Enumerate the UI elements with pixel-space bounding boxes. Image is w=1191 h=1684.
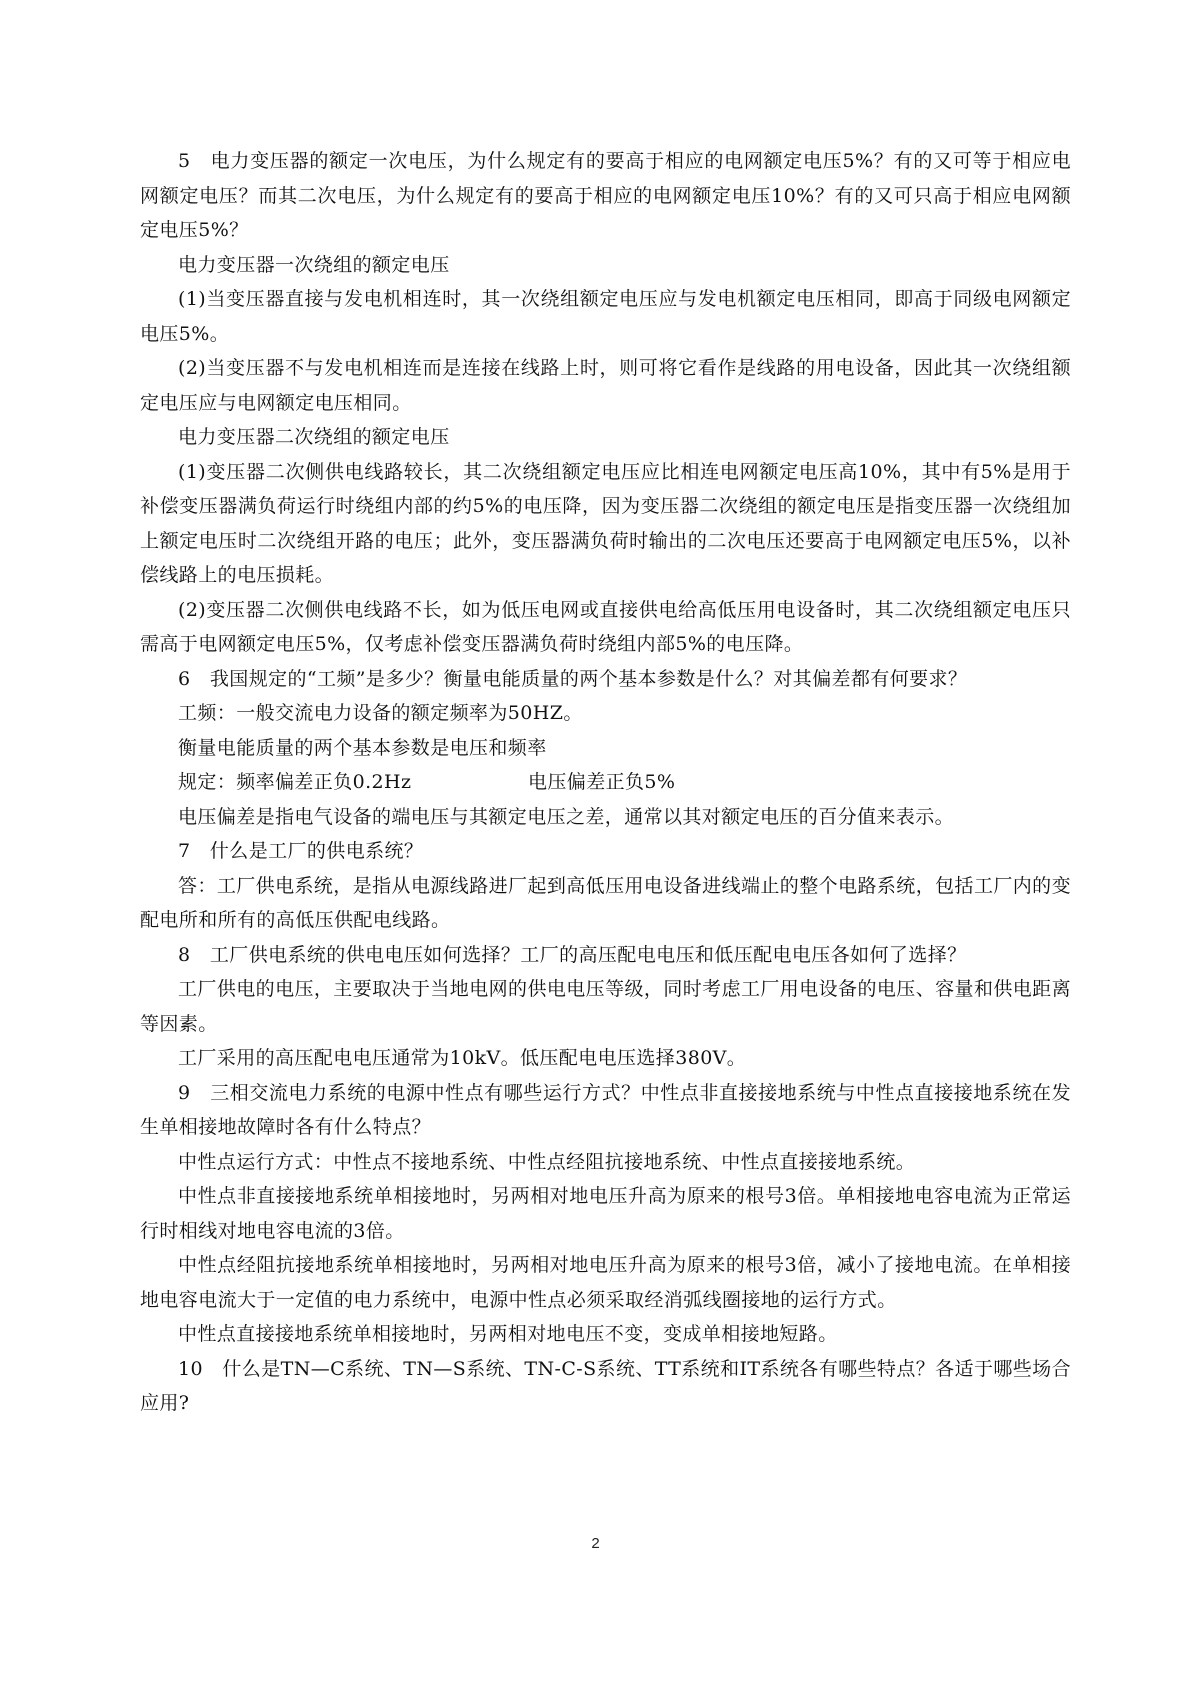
question-7: 7 什么是工厂的供电系统？ <box>178 840 424 862</box>
section-heading-secondary-winding: 电力变压器二次绕组的额定电压 <box>178 426 450 448</box>
neutral-point-modes: 中性点运行方式：中性点不接地系统、中性点经阻抗接地系统、中性点直接接地系统。 <box>178 1150 916 1173</box>
deviation-spec-line <box>140 765 1071 800</box>
solidly-grounded-neutral-fault: 中性点直接接地系统单相接地时，另两相对地电压不变，变成单相接地短路。 <box>178 1323 838 1345</box>
voltage-deviation-spec: 电压偏差正负5% <box>528 771 676 793</box>
voltage-deviation-definition: 电压偏差是指电气设备的端电压与其额定电压之差，通常以其对额定电压的百分值来表示。 <box>178 805 955 828</box>
primary-winding-point-1: (1)当变压器直接与发电机相连时，其一次绕组额定电压应与发电机额定电压相同，即高于同级电网额定电压5%。 <box>140 288 1071 345</box>
power-frequency-answer: 工频：一般交流电力设备的额定频率为50HZ。 <box>178 702 583 724</box>
secondary-winding-point-2: (2)变压器二次侧供电线路不长，如为低压电网或直接供电给高低压用电设备时，其二次绕组额定电压只需高于电网额定电压5%，仅考虑补偿变压器满负荷时绕组内部5%的电压降。 <box>140 598 1071 655</box>
section-heading-primary-winding: 电力变压器一次绕组的额定电压 <box>178 253 450 276</box>
primary-winding-point-2: (2)当变压器不与发电机相连而是连接在线路上时，则可将它看作是线路的用电设备，因此其一次绕组额定电压应与电网额定电压相同。 <box>140 357 1071 414</box>
question-9: 9 三相交流电力系统的电源中性点有哪些运行方式？中性点非直接接地系统与中性点直接接地系统在发生单相接地故障时各有什么特点？ <box>140 1081 1071 1138</box>
answer-8-part-2: 工厂采用的高压配电电压通常为10kV。低压配电电压选择380V。 <box>178 1047 747 1069</box>
ungrounded-neutral-fault: 中性点非直接接地系统单相接地时，另两相对地电压升高为原来的根号3倍。单相接地电容电流为正常运行时相线对地电容电流的3倍。 <box>140 1185 1071 1242</box>
page-number: 2 <box>591 1535 600 1552</box>
question-8: 8 工厂供电系统的供电电压如何选择？工厂的高压配电电压和低压配电电压各如何了选择？ <box>178 943 967 966</box>
impedance-grounded-neutral-fault: 中性点经阻抗接地系统单相接地时，另两相对地电压升高为原来的根号3倍，减小了接地电流。在单相接地电容电流大于一定值的电力系统中，电源中性点必须采取经消弧线圈接地的运行方式。 <box>140 1254 1071 1311</box>
answer-8-part-1: 工厂供电的电压，主要取决于当地电网的供电电压等级，同时考虑工厂用电设备的电压、容量和供电距离等因素。 <box>140 978 1071 1035</box>
secondary-winding-point-1: (1)变压器二次侧供电线路较长，其二次绕组额定电压应比相连电网额定电压高10%，其中有5%是用于补偿变压器满负荷运行时绕组内部的约5%的电压降，因为变压器二次绕组的额定电压是指变压器一次绕组加上额定电压时二次绕组开路的电压；此外，变压器满负荷时输出的二次电压还要高于电网额定电压5%，以补偿线路上的电压损耗。 <box>140 460 1071 586</box>
page-body <box>140 144 1071 1421</box>
question-6: 6 我国规定的“工频”是多少？衡量电能质量的两个基本参数是什么？对其偏差都有何要求？ <box>178 667 968 690</box>
question-5: 5 电力变压器的额定一次电压，为什么规定有的要高于相应的电网额定电压5%？有的又可等于相应电网额定电压？而其二次电压，为什么规定有的要高于相应的电网额定电压10%？有的又可只高于相应电网额定电压5%？ <box>140 150 1071 241</box>
question-10: 10 什么是TN—C系统、TN—S系统、TN-C-S系统、TT系统和IT系统各有哪些特点？各适于哪些场合应用? <box>140 1357 1071 1414</box>
frequency-deviation-spec: 规定：频率偏差正负0.2Hz <box>178 771 412 793</box>
answer-7: 答：工厂供电系统，是指从电源线路进厂起到高低压用电设备进线端止的整个电路系统，包括工厂内的变配电所和所有的高低压供配电线路。 <box>140 874 1071 931</box>
power-quality-parameters: 衡量电能质量的两个基本参数是电压和频率 <box>178 736 547 759</box>
